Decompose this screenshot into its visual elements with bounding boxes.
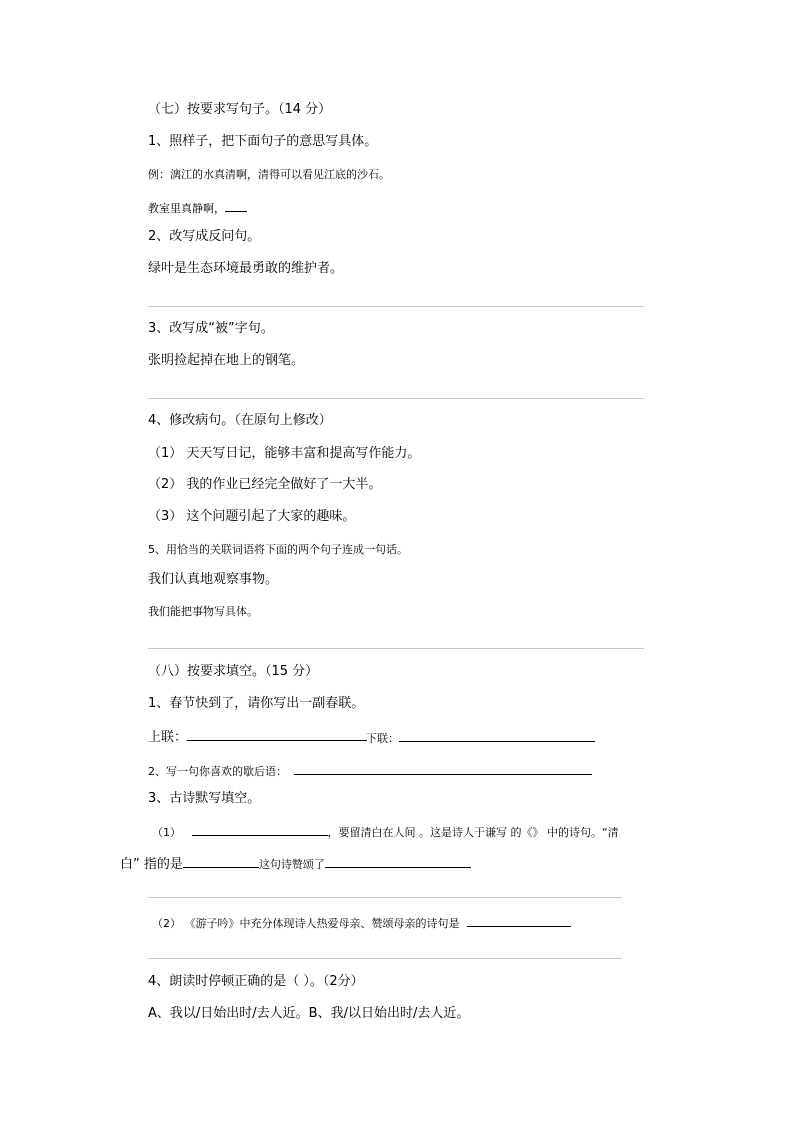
q5-sentence-2: 我们能把事物写具体。 xyxy=(148,605,258,618)
q1-exercise-text: 教室里真静啊， xyxy=(148,202,225,215)
q2-sentence: 绿叶是生态环境最勇敢的维护者。 xyxy=(148,261,344,276)
poem-item-2 xyxy=(152,914,571,932)
q1-prompt: 1、照样子，把下面句子的意思写具体。 xyxy=(148,134,378,149)
s8-q2-prompt: 2、写一句你喜欢的歇后语： xyxy=(148,765,287,778)
poem-item-1 xyxy=(152,823,619,841)
poem-item-1-continued xyxy=(120,855,471,873)
poem-answer-line-1[interactable] xyxy=(148,897,622,898)
q3-answer-line[interactable] xyxy=(148,398,644,399)
q3-sentence: 张明捡起掉在地上的钢笔。 xyxy=(148,353,305,368)
poem-line-blank[interactable] xyxy=(192,823,328,836)
q1-answer-blank[interactable] xyxy=(225,199,247,212)
poem-item-2-text: （2） 《游子吟》中充分体现诗人热爱母亲、赞颂母亲的诗句是 xyxy=(152,917,460,930)
q2-prompt: 2、改写成反问句。 xyxy=(148,229,261,244)
poem-answer-line-2[interactable] xyxy=(148,958,622,959)
q3-prompt: 3、改写成“被”字句。 xyxy=(148,321,274,336)
q4-prompt: 4、修改病句。（在原句上修改） xyxy=(148,413,332,428)
q2-answer-line[interactable] xyxy=(148,306,644,307)
couplet-upper-label: 上联： xyxy=(148,730,188,745)
q5-sentence-1: 我们认真地观察事物。 xyxy=(148,572,279,587)
poem-item-1-text: ，要留清白在人间 。这是诗人于谦写 的《》 中的诗句。“清 xyxy=(327,826,619,839)
qingbai-meaning-blank[interactable] xyxy=(183,855,259,868)
q5-answer-line[interactable] xyxy=(148,648,644,649)
s8-q4-prompt: 4、朗读时停顿正确的是（ ）。（2分） xyxy=(148,974,364,989)
q4-item-2: （2） 我的作业已经完全做好了一大半。 xyxy=(148,477,382,492)
praise-blank[interactable] xyxy=(325,855,471,868)
poem-cont-a: 白” 指的是 xyxy=(120,857,183,872)
section-7-heading: （七）按要求写句子。（14 分） xyxy=(148,102,332,117)
section-8-heading: （八）按要求填空。（15 分） xyxy=(148,664,319,679)
s8-q2-row xyxy=(148,762,592,780)
s8-q4-options: A、我以/日始出时/去人近。B、我/以日始出时/去人近。 xyxy=(148,1006,470,1021)
couplet-lower-label: 下联： xyxy=(366,732,399,745)
youziyin-blank[interactable] xyxy=(467,914,571,927)
poem-cont-b: 这句诗赞颂了 xyxy=(258,858,325,871)
couplet-upper-blank[interactable] xyxy=(187,728,367,741)
couplet-lower xyxy=(366,729,595,747)
q4-item-1: （1） 天天写日记，能够丰富和提高写作能力。 xyxy=(148,446,421,461)
poem-item-1-number: （1） xyxy=(152,826,181,839)
couplet-lower-blank[interactable] xyxy=(399,729,595,742)
q5-prompt: 5、用恰当的关联词语将下面的两个句子连成一句话。 xyxy=(148,543,408,556)
q1-exercise xyxy=(148,199,247,217)
xiehouyu-blank[interactable] xyxy=(294,762,592,775)
couplet-upper xyxy=(148,728,367,746)
s8-q3-prompt: 3、古诗默写填空。 xyxy=(148,791,261,806)
s8-q1-prompt: 1、春节快到了，请你写出一副春联。 xyxy=(148,696,365,711)
q4-item-3: （3） 这个问题引起了大家的趣味。 xyxy=(148,509,356,524)
q1-example: 例：漓江的水真清啊，清得可以看见江底的沙石。 xyxy=(148,168,390,181)
